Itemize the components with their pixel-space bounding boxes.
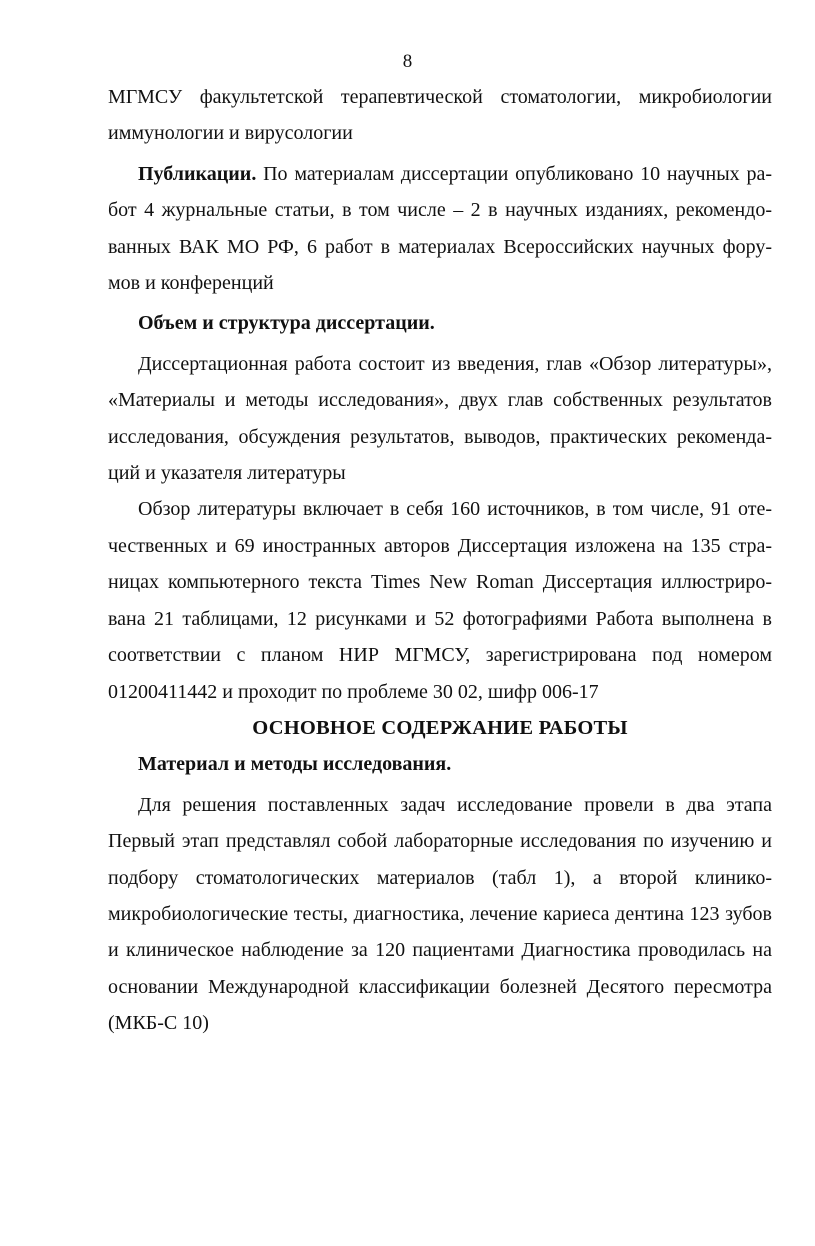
document-body	[108, 79, 772, 1042]
text-line: исследования, обсуждения результатов, выводов, практических рекоменда-	[108, 425, 772, 448]
text-line: и клиническое наблюдение за 120 пациентами Диагностика проводилась на	[108, 939, 772, 962]
text-line: ций и указателя литературы	[108, 462, 346, 485]
text-line: ванных ВАК МО РФ, 6 работ в материалах Всероссийских научных фору-	[108, 235, 772, 258]
main-content-heading: ОСНОВНОЕ СОДЕРЖАНИЕ РАБОТЫ	[252, 716, 628, 739]
text-fragment: По материалам диссертации опубликовано 10 научных ра-	[256, 162, 772, 185]
text-line: чественных и 69 иностранных авторов Диссертация изложена на 135 стра-	[108, 534, 772, 557]
text-line: (МКБ-С 10)	[108, 1012, 209, 1035]
text-line: Первый этап представлял собой лабораторные исследования по изучению и	[108, 830, 772, 853]
text-line: микробиологические тесты, диагностика, лечение кариеса дентина 123 зубов	[108, 902, 772, 925]
section-heading-structure: Объем и структура диссертации.	[138, 312, 435, 335]
text-line: соответствии с планом НИР МГМСУ, зарегистрирована под номером	[108, 644, 772, 667]
text-line: Для решения поставленных задач исследование провели в два этапа	[138, 793, 772, 816]
text-line: 01200411442 и проходит по проблеме 30 02, шифр 006-17	[108, 680, 599, 703]
publications-first-line	[108, 156, 772, 192]
text-line: мов и конференций	[108, 272, 274, 295]
text-line: Обзор литературы включает в себя 160 источников, в том числе, 91 оте-	[138, 498, 772, 521]
section-heading-methods: Материал и методы исследования.	[138, 753, 452, 776]
text-line: бот 4 журнальные статьи, в том числе – 2 в научных изданиях, рекомендо-	[108, 199, 772, 222]
page-number: 8	[402, 51, 413, 72]
text-line: МГМСУ факультетской терапевтической стоматологии, микробиологии	[108, 86, 772, 108]
text-line: подбору стоматологических материалов (табл 1), а второй клинико-	[108, 866, 772, 889]
text-line: иммунологии и вирусологии	[108, 122, 353, 145]
publications-label: Публикации.	[138, 162, 257, 185]
text-line: вана 21 таблицами, 12 рисунками и 52 фотографиями Работа выполнена в	[108, 607, 772, 630]
text-line: основании Международной классификации болезней Десятого пересмотра	[108, 975, 772, 998]
text-line: «Материалы и методы исследования», двух глав собственных результатов	[108, 389, 772, 412]
text-line: ницах компьютерного текста Times New Roman Диссертация иллюстриро-	[108, 571, 772, 594]
text-line: Диссертационная работа состоит из введения, глав «Обзор литературы»,	[138, 352, 772, 375]
